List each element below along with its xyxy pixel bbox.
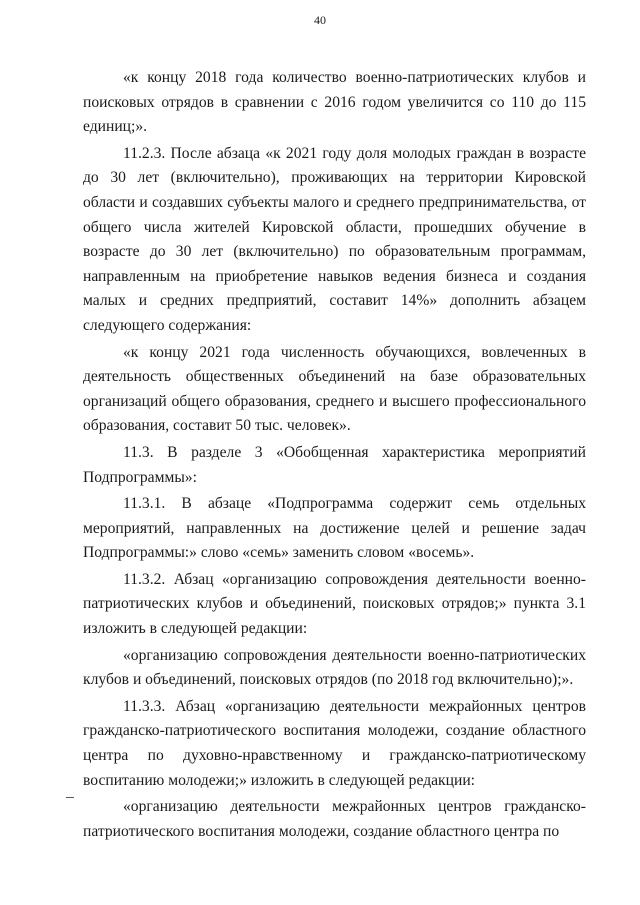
document-body (83, 66, 586, 846)
page-number: 40 (314, 13, 326, 27)
margin-mark (66, 797, 74, 798)
paragraph-clubs-target: «к концу 2018 года количество военно-патриотических клубов и поисковых отрядов в сравнении с 2016 годом увеличится со 110 до 115 единиц;». (83, 69, 586, 136)
paragraph-11-2-3: 11.2.3. После абзаца «к 2021 году доля молодых граждан в возрасте до 30 лет (включительно), проживающих на территории Кировской области и создавших субъекты малого и среднего предпринимательства, от общего числа жителей Кировской области, прошедших обучение в возрасте до 30 лет (включительно) по образовательным программам, направленным на приобретение навыков ведения бизнеса и создания малых и средних предприятий, составит 14%» дополнить абзацем следующего содержания: (83, 144, 586, 334)
paragraph-11-3: 11.3. В разделе 3 «Обобщенная характеристика мероприятий Подпрограммы»: (83, 443, 586, 486)
paragraph-11-3-2: 11.3.2. Абзац «организацию сопровождения деятельности военно-патриотических клубов и объединений, поисковых отрядов;» пункта 3.1 изложить в следующей редакции: (83, 570, 586, 638)
paragraph-11-3-3: 11.3.3. Абзац «организацию деятельности межрайонных центров гражданско-патриотического воспитания молодежи, создание областного центра по духовно-нравственному и гражданско-патриотическому воспитанию молодежи;» изложить в следующей редакции: (83, 697, 586, 789)
paragraph-students-target: «к концу 2021 года численность обучающихся, вовлеченных в деятельность общественных объединений на базе образовательных организаций общего образования, среднего и высшего профессионального образования, составит 50 тыс. человек». (83, 343, 586, 435)
paragraph-11-3-3-new-text: «организацию деятельности межрайонных центров гражданско-патриотического воспитания молодежи, создание областного центра по (83, 798, 586, 840)
paragraph-11-3-2-new-text: «организацию сопровождения деятельности военно-патриотических клубов и объединений, поисковых отрядов (по 2018 год включительно);». (83, 646, 586, 689)
paragraph-11-3-1: 11.3.1. В абзаце «Подпрограмма содержит семь отдельных мероприятий, направленных на достижение целей и решение задач Подпрограммы:» слово «семь» заменить словом «восемь». (83, 495, 586, 562)
